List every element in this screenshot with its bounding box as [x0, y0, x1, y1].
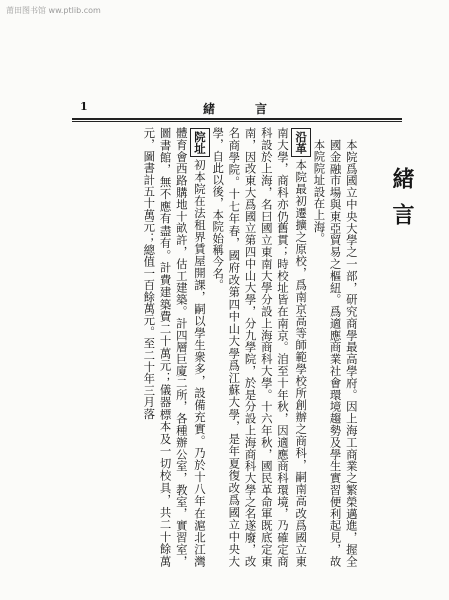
page-number: 1 — [80, 100, 88, 113]
history-text: 本院最初遷擴之原校，爲南京高等師範學校所創辦之商科，嗣南高改爲國立東南大學，商科亦仍舊貫；時校址皆在南京。洎至十年秋，因適應商科環境，乃確定商科設於上海，名曰國立東南大學分設上海商科大學。十六年秋，國民革命軍既底定東南，因改東大爲國立第四中山大學，分九學院，於是分設上海商科大學之名遂廢，改名商學院。十七年春，國府改第四中山大學爲江蘇大學，是年夏復改爲國立中央大學，自此以後，本院始稱今名。 — [211, 127, 309, 567]
page-body — [60, 127, 415, 567]
running-title: 緒言 — [202, 102, 307, 116]
header-rule-thin — [72, 121, 402, 122]
history-paragraph — [210, 127, 311, 567]
page-header — [68, 100, 402, 116]
chapter-title: 緒言 — [389, 167, 415, 239]
section-heading-campus: 院址 — [190, 128, 210, 157]
intro-paragraph: 本院爲國立中央大學之一部，研究商學最高學府。因上海工商業之繁榮邁進，握全國金融市場與東亞貿易之樞紐。爲適應商業社會環境趨勢及學生實習便利起見，故本院院址設在上海。 — [312, 139, 359, 567]
campus-paragraph — [141, 127, 210, 567]
campus-text: 初本院在法租界賃屋開課，嗣以學生衆多，設備充實。乃於十八年在滬北江灣體育會西路購地十畝許，估工建築。計四層巨廈二所，各種辦公室，教室，實習室，圖書館，無不應有盡有。計費建築費二十萬元；儀器標本及一切校具，共二十餘萬元，圖書計五十萬元；總值一百餘萬元。至二十年三月落 — [142, 127, 207, 567]
watermark: 莆田图书馆 ww.ptlib.com — [6, 6, 101, 15]
section-heading-history: 沿革 — [291, 128, 311, 157]
header-rule-thick — [72, 118, 402, 120]
